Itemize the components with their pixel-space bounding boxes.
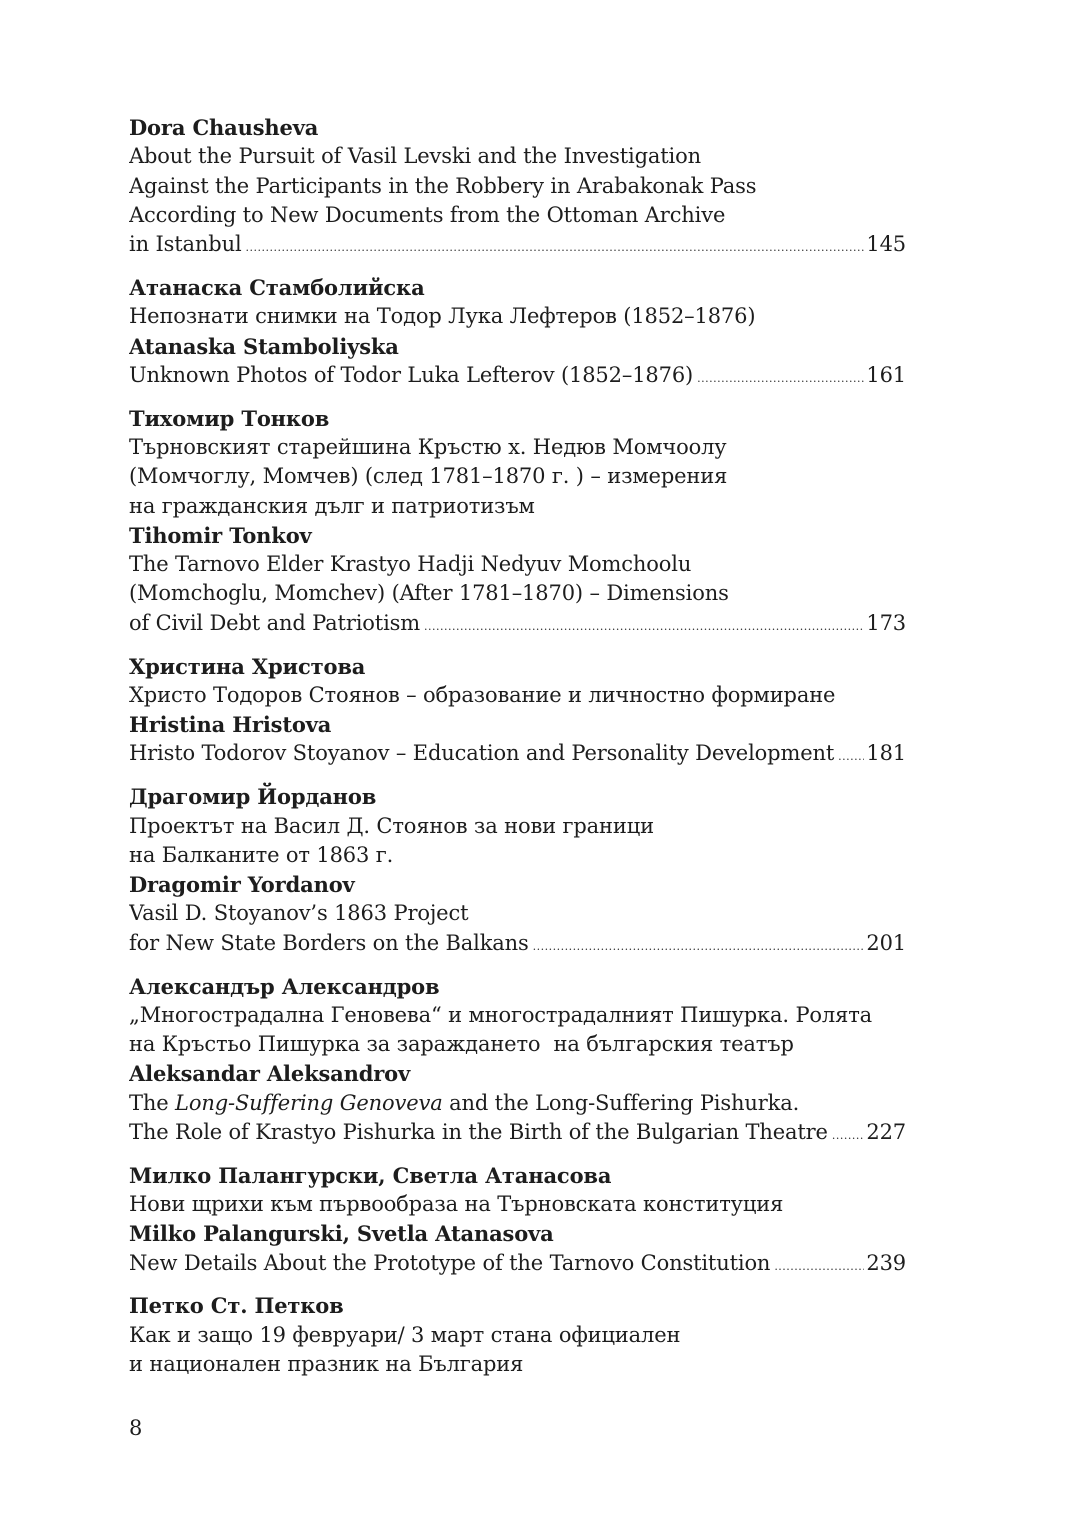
toc-author: Христина Христова bbox=[129, 653, 366, 679]
table-of-contents bbox=[129, 113, 906, 1390]
toc-title-line: Vasil D. Stoyanov’s 1863 Project bbox=[129, 901, 469, 926]
dot-leader bbox=[246, 233, 865, 262]
toc-author: Петко Ст. Петков bbox=[129, 1293, 344, 1319]
toc-title-line: на Балканите от 1863 г. bbox=[129, 842, 394, 867]
toc-author: Dora Chausheva bbox=[129, 115, 319, 140]
toc-title-text: of Civil Debt and Patriotism bbox=[129, 610, 421, 635]
toc-page-number: 227 bbox=[866, 1120, 906, 1144]
toc-title-line-with-page bbox=[129, 739, 906, 771]
dot-leader bbox=[832, 1121, 865, 1150]
toc-title-line: „Многострадална Геновева“ и многострадалният Пишурка. Ролята bbox=[129, 1002, 873, 1027]
toc-title-text: Hristo Todorov Stoyanov – Education and Personality Development bbox=[129, 741, 835, 766]
toc-title-line: About the Pursuit of Vasil Levski and the Investigation bbox=[129, 144, 701, 169]
italic-work-title: Long-Suffering Genoveva bbox=[175, 1090, 443, 1115]
toc-title-line-with-page bbox=[129, 230, 906, 262]
toc-entry bbox=[129, 652, 906, 772]
toc-author: Dragomir Yordanov bbox=[129, 872, 355, 898]
toc-title-text: The bbox=[129, 1090, 176, 1115]
dot-leader bbox=[424, 612, 864, 641]
toc-entry bbox=[129, 1161, 906, 1281]
toc-title-line-with-page bbox=[129, 1249, 906, 1281]
toc-title-line: According to New Documents from the Ottoman Archive bbox=[129, 202, 726, 227]
toc-title-text: The Role of Krastyo Pishurka in the Birth of the Bulgarian Theatre bbox=[129, 1120, 828, 1144]
toc-author: Tihomir Tonkov bbox=[129, 522, 312, 548]
toc-title-text: New Details About the Prototype of the Tarnovo Constitution bbox=[129, 1250, 771, 1275]
toc-author: Драгомир Йорданов bbox=[129, 784, 377, 810]
toc-title-line: (Момчоглу, Момчев) (след 1781–1870 г. ) – измерения bbox=[129, 464, 728, 489]
toc-title-text: in Istanbul bbox=[129, 232, 242, 257]
toc-title-text: for New State Borders on the Balkans bbox=[129, 930, 529, 955]
toc-page-number: 161 bbox=[866, 362, 906, 387]
dot-leader bbox=[838, 742, 864, 771]
toc-author: Atanaska Stamboliyska bbox=[129, 333, 399, 359]
toc-author: Тихомир Тонков bbox=[129, 405, 330, 431]
dot-leader bbox=[774, 1252, 864, 1281]
toc-entry bbox=[129, 404, 906, 641]
toc-author: Милко Палангурски, Светла Атанасова bbox=[129, 1162, 612, 1188]
toc-title-line-with-page bbox=[129, 1118, 906, 1150]
toc-title-text: Unknown Photos of Todor Luka Lefterov (1852–1876) bbox=[129, 362, 694, 387]
dot-leader bbox=[697, 364, 864, 393]
toc-title-line: Търновският старейшина Кръстю х. Недюв Момчоолу bbox=[129, 434, 727, 459]
toc-title-line: Проектът на Васил Д. Стоянов за нови граници bbox=[129, 813, 654, 838]
toc-title-line: Against the Participants in the Robbery in Arabakonak Pass bbox=[129, 173, 757, 198]
toc-title-line: Христо Тодоров Стоянов – образование и личностно формиране bbox=[129, 682, 836, 707]
toc-title-line: Нови щрихи към първообраза на Търновската конституция bbox=[129, 1192, 784, 1217]
toc-page-number: 181 bbox=[866, 741, 906, 766]
toc-entry bbox=[129, 273, 906, 393]
toc-title-line: на Кръстьо Пишурка за зараждането на българския театър bbox=[129, 1032, 794, 1057]
toc-entry bbox=[129, 782, 906, 961]
toc-title-line: The Tarnovo Elder Krastyo Hadji Nedyuv Momchoolu bbox=[129, 552, 692, 577]
toc-author: Milko Palangurski, Svetla Atanasova bbox=[129, 1221, 554, 1247]
toc-author: Aleksandar Aleksandrov bbox=[129, 1061, 411, 1087]
toc-title-line bbox=[129, 1089, 906, 1118]
dot-leader bbox=[533, 932, 865, 961]
toc-title-line-with-page bbox=[129, 609, 906, 641]
toc-author: Александър Александров bbox=[129, 973, 440, 999]
toc-title-line-with-page bbox=[129, 929, 906, 961]
page-number: 8 bbox=[129, 1416, 143, 1440]
toc-author: Hristina Hristova bbox=[129, 712, 332, 738]
toc-page-number: 239 bbox=[866, 1250, 906, 1275]
toc-title-line: Как и защо 19 февруари/ 3 март стана официален bbox=[129, 1322, 681, 1347]
toc-title-line: Непознати снимки на Тодор Лука Лефтеров (1852–1876) bbox=[129, 304, 756, 329]
toc-title-text: and the Long-Suffering Pishurka. bbox=[442, 1090, 800, 1115]
toc-author: Атанаска Стамболийска bbox=[129, 274, 425, 300]
toc-entry bbox=[129, 972, 906, 1151]
toc-page-number: 145 bbox=[866, 232, 906, 257]
toc-title-line-with-page bbox=[129, 361, 906, 393]
toc-page-number: 201 bbox=[866, 930, 906, 955]
toc-title-line: (Momchoglu, Momchev) (After 1781–1870) – Dimensions bbox=[129, 581, 729, 606]
toc-title-line: на гражданския дълг и патриотизъм bbox=[129, 493, 535, 518]
toc-title-line: и национален празник на България bbox=[129, 1352, 524, 1377]
toc-page-number: 173 bbox=[866, 610, 906, 635]
toc-entry bbox=[129, 1291, 906, 1379]
toc-entry bbox=[129, 113, 906, 262]
